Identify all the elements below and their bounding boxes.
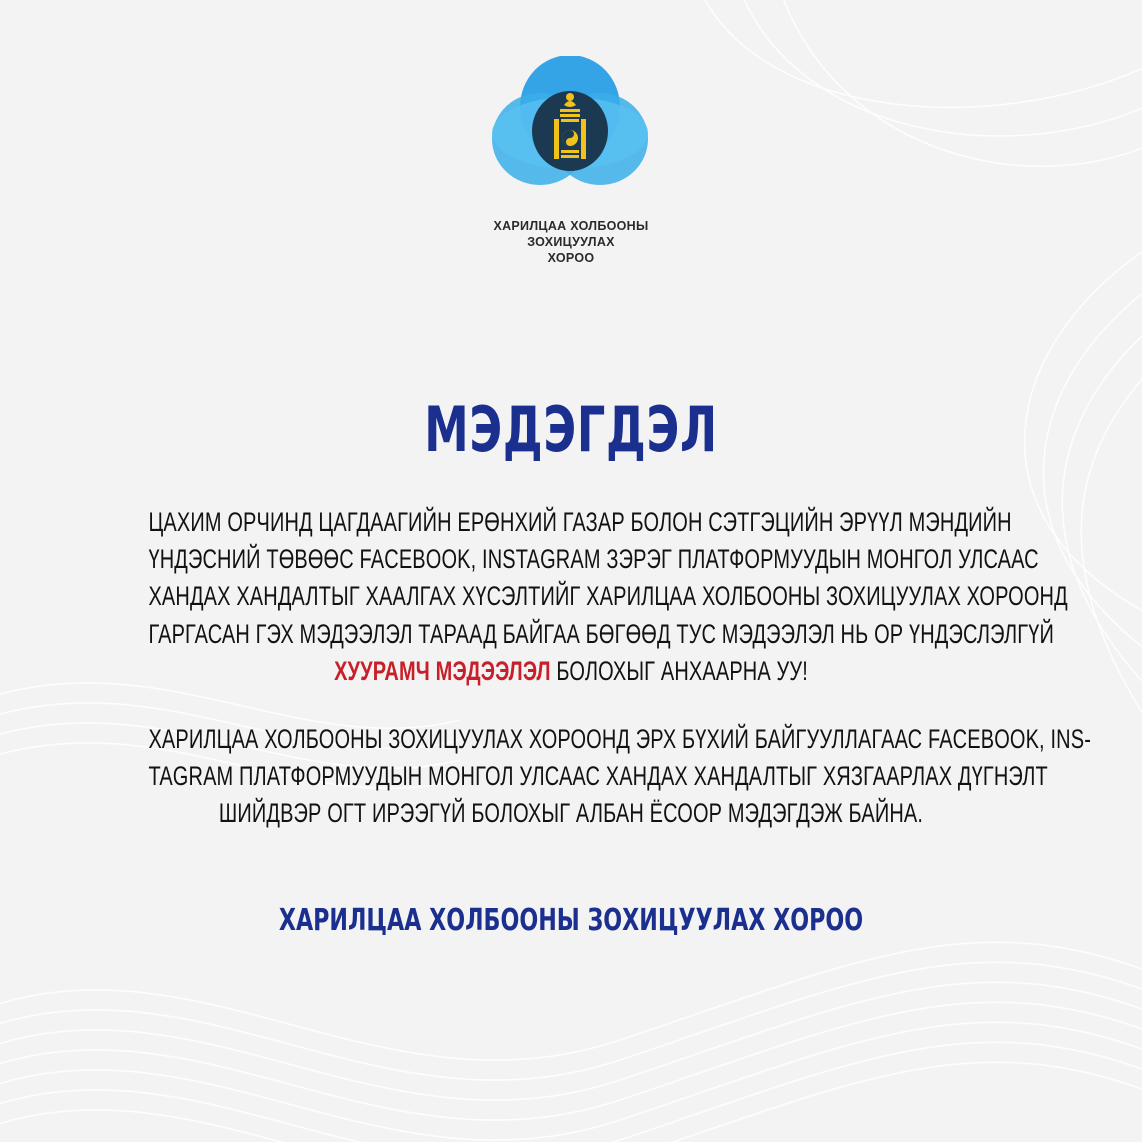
paragraph-line: ҮНДЭСНИЙ ТӨВӨӨС FACEBOOK, INSTAGRAM ЗЭРЭГ ПЛАТФОРМУУДЫН МОНГОЛ УЛСААС	[148, 544, 1039, 575]
paragraph-line: ГАРГАСАН ГЭХ МЭДЭЭЛЭЛ ТАРААД БАЙГАА БӨГӨӨД ТУС МЭДЭЭЛЭЛ НЬ ОР ҮНДЭСЛЭЛГҮЙ	[148, 618, 1054, 649]
paragraph-line: ШИЙДВЭР ОГТ ИРЭЭГҮЙ БОЛОХЫГ АЛБАН ЁСООР МЭДЭГДЭЖ БАЙНА.	[218, 798, 924, 829]
footer-signature: ХАРИЛЦАА ХОЛБООНЫ ЗОХИЦУУЛАХ ХОРОО	[278, 903, 864, 938]
crc-logo-icon	[492, 56, 648, 202]
organization-name	[421, 218, 721, 266]
org-name-line: ХАРИЛЦАА ХОЛБООНЫ	[493, 219, 649, 233]
paragraph-line: TAGRAM ПЛАТФОРМУУДЫН МОНГОЛ УЛСААС ХАНДАХ ХАНДАЛТЫГ ХЯЗГААРЛАХ ДҮГНЭЛТ	[148, 761, 1048, 792]
paragraph-line-last	[148, 653, 993, 690]
org-name-line: ЗОХИЦУУЛАХ	[527, 235, 615, 249]
paragraph-line: ЦАХИМ ОРЧИНД ЦАГДААГИЙН ЕРӨНХИЙ ГАЗАР БОЛОН СЭТГЭЦИЙН ЭРҮҮЛ МЭНДИЙН	[148, 507, 1012, 537]
fake-news-highlight: ХУУРАМЧ МЭДЭЭЛЭЛ	[334, 655, 551, 686]
announcement-paragraph-1	[0, 504, 1142, 690]
paragraph-line-rest: БОЛОХЫГ АНХААРНА УУ!	[550, 655, 808, 686]
org-name-line: ХОРОО	[547, 251, 595, 265]
paragraph-line: ХАНДАХ ХАНДАЛТЫГ ХААЛГАХ ХҮСЭЛТИЙГ ХАРИЛЦАА ХОЛБООНЫ ЗОХИЦУУЛАХ ХОРООНД	[148, 581, 1068, 612]
paragraph-line: ХАРИЛЦАА ХОЛБООНЫ ЗОХИЦУУЛАХ ХОРООНД ЭРХ БҮХИЙ БАЙГУУЛЛАГААС FACEBOOK, INS-	[148, 724, 1092, 754]
page-title: МЭДЭГДЭЛ	[424, 393, 718, 466]
announcement-paragraph-2	[0, 721, 1142, 833]
